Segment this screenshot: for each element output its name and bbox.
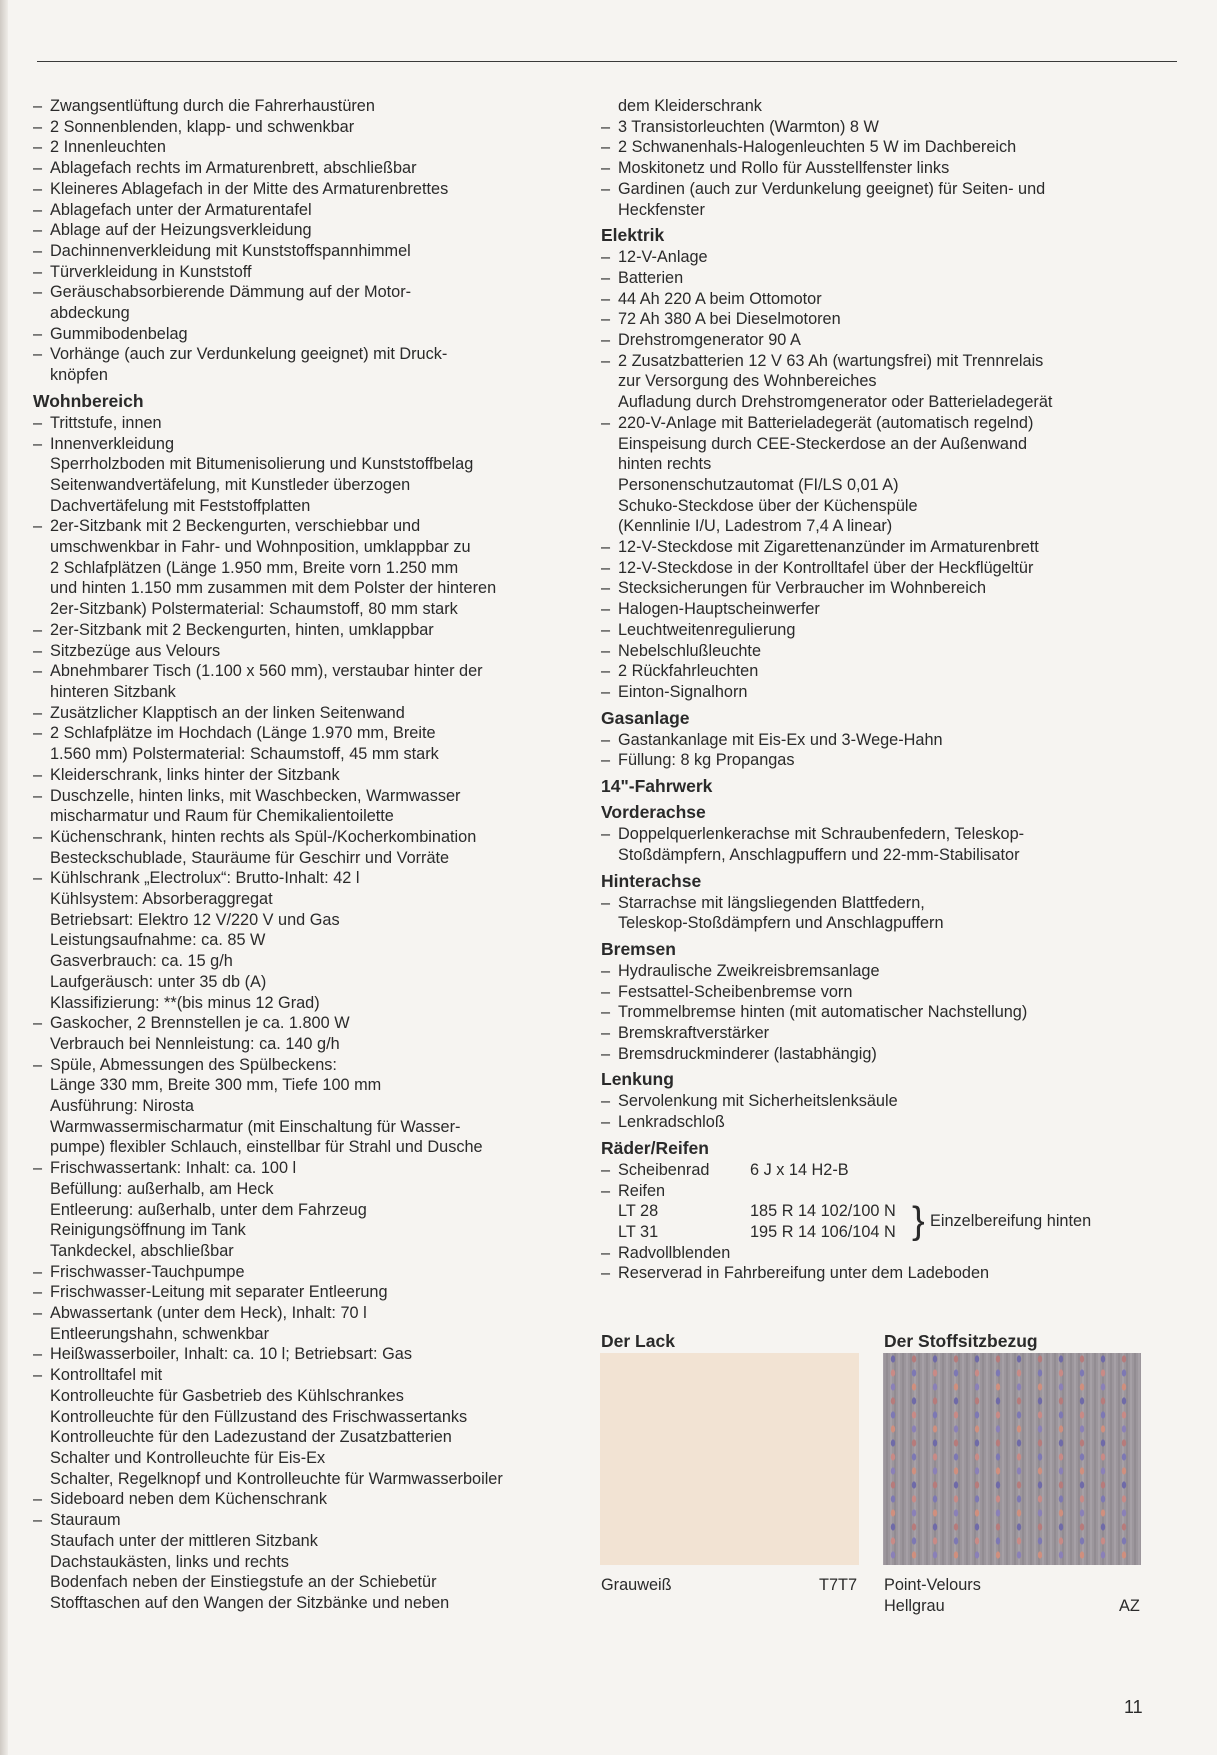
list-item: – Doppelquerlenkerachse mit Schraubenfedern, Teleskop-: [601, 824, 1161, 845]
right-column: [601, 96, 1161, 1160]
list-item-detail: Schalter, Regelknopf und Kontrolleuchte für Warmwasserboiler: [50, 1469, 503, 1488]
list-item: – 2 Schwanenhals-Halogenleuchten 5 W im Dachbereich: [601, 137, 1161, 158]
list-item-detail: Klassifizierung: **(bis minus 12 Grad): [50, 993, 320, 1012]
list-item-detail: Stofftaschen auf den Wangen der Sitzbänke und neben: [50, 1593, 450, 1612]
list-item: – Ablagefach unter der Armaturentafel: [33, 200, 583, 221]
rim-value: 6 J x 14 H2-B: [750, 1161, 849, 1179]
list-item: – Einton-Signalhorn: [601, 682, 1161, 703]
list-item-detail: Sperrholzboden mit Bitumenisolierung und Kunststoffbelag: [50, 455, 474, 474]
section-heading: 14"-Fahrwerk: [601, 776, 713, 797]
rim-row: – Scheibenrad 6 J x 14 H2-B: [601, 1161, 849, 1179]
list-item: – Spüle, Abmessungen des Spülbeckens:: [33, 1055, 583, 1076]
list-item-detail: Besteckschublade, Stauräume für Geschirr und Vorräte: [50, 848, 450, 867]
list-item: – Sitzbezüge aus Velours: [33, 641, 583, 662]
top-rule: [37, 61, 1177, 62]
list-item: – 2 Innenleuchten: [33, 137, 583, 158]
list-item-detail: Aufladung durch Drehstromgenerator oder Batterieladegerät: [618, 393, 1053, 412]
list-item-detail: Seitenwandvertäfelung, mit Kunstleder überzogen: [50, 475, 411, 494]
list-item: – Starrachse mit längsliegenden Blattfedern,: [601, 893, 1161, 914]
tire-sizes: [601, 1201, 1161, 1242]
list-item: – Kühlschrank „Electrolux“: Brutto-Inhalt: 42 l: [33, 868, 583, 889]
list-item: – Gummibodenbelag: [33, 324, 583, 345]
list-item: – Hydraulische Zweikreisbremsanlage: [601, 961, 1161, 982]
list-item: – Abnehmbarer Tisch (1.100 x 560 mm), verstaubar hinter der: [33, 661, 583, 682]
list-item-detail: Reinigungsöffnung im Tank: [50, 1221, 246, 1240]
list-item-detail: Schuko-Steckdose über der Küchenspüle: [618, 496, 918, 515]
section-heading: Räder/Reifen: [601, 1137, 709, 1158]
list-item-detail: umschwenkbar in Fahr- und Wohnposition, umklappbar zu: [50, 538, 471, 557]
section-heading: Lenkung: [601, 1069, 674, 1090]
list-item-detail: hinten rechts: [618, 455, 712, 474]
fabric-code: AZ: [1119, 1596, 1140, 1615]
list-item-detail: dem Kleiderschrank: [618, 97, 762, 115]
list-item-detail: Befüllung: außerhalb, am Heck: [50, 1179, 274, 1198]
list-item-detail: und hinten 1.150 mm zusammen mit dem Polster der hinteren: [50, 579, 497, 598]
section-heading: Elektrik: [601, 225, 665, 246]
list-item: – Batterien: [601, 268, 1161, 289]
list-item-detail: Entleerung: außerhalb, unter dem Fahrzeug: [50, 1200, 367, 1219]
list-item: – Drehstromgenerator 90 A: [601, 330, 1161, 351]
rim-label: Scheibenrad: [618, 1161, 710, 1179]
paint-swatch: [600, 1353, 859, 1565]
fabric-color: Hellgrau: [884, 1596, 945, 1615]
fabric-swatch: [883, 1353, 1141, 1565]
list-item: – Zusätzlicher Klapptisch an der linken Seitenwand: [33, 703, 583, 724]
list-item: – Gastankanlage mit Eis-Ex und 3-Wege-Hahn: [601, 730, 1161, 751]
wheels-block: [601, 1160, 1161, 1284]
page-edge: [0, 0, 8, 1755]
list-item-detail: Länge 330 mm, Breite 300 mm, Tiefe 100 mm: [50, 1076, 382, 1095]
list-item-detail: Kontrolleuchte für Gasbetrieb des Kühlschrankes: [50, 1386, 404, 1405]
list-item: – Leuchtweitenregulierung: [601, 620, 1161, 641]
section-heading: Vorderachse: [601, 802, 706, 823]
list-item-detail: Dachvertäfelung mit Feststoffplatten: [50, 496, 311, 515]
tires-label: Reifen: [618, 1181, 666, 1200]
list-item: – 2 Sonnenblenden, klapp- und schwenkbar: [33, 117, 583, 138]
list-item: – Bremskraftverstärker: [601, 1023, 1161, 1044]
list-item: – Stauraum: [33, 1510, 583, 1531]
list-item-detail: Dachstaukästen, links und rechts: [50, 1552, 289, 1571]
list-item-detail: 1.560 mm) Polstermaterial: Schaumstoff, 45 mm stark: [50, 745, 439, 764]
list-item-detail: Laufgeräusch: unter 35 db (A): [50, 972, 267, 991]
wheel-caps: – Radvollblenden: [601, 1243, 1161, 1264]
list-item-detail: Kühlsystem: Absorberaggregat: [50, 890, 273, 909]
list-item: – 12-V-Anlage: [601, 247, 1161, 268]
list-item: – Gaskocher, 2 Brennstellen je ca. 1.800 W: [33, 1013, 583, 1034]
list-item-detail: Heckfenster: [618, 200, 705, 219]
list-item: – Innenverkleidung: [33, 434, 583, 455]
list-item: – Trittstufe, innen: [33, 413, 583, 434]
list-item-detail: Warmwassermischarmatur (mit Einschaltung für Wasser-: [50, 1117, 461, 1136]
paint-code: T7T7: [819, 1576, 858, 1594]
list-item: – Türverkleidung in Kunststoff: [33, 262, 583, 283]
list-item: – Frischwassertank: Inhalt: ca. 100 l: [33, 1158, 583, 1179]
list-item-detail: Stoßdämpfern, Anschlagpuffern und 22-mm-Stabilisator: [618, 845, 1020, 864]
list-item: – Kleiderschrank, links hinter der Sitzbank: [33, 765, 583, 786]
list-item: – Geräuschabsorbierende Dämmung auf der Motor-: [33, 282, 583, 303]
list-item: – 220-V-Anlage mit Batterieladegerät (automatisch regelnd): [601, 413, 1161, 434]
list-item-detail: 2 Schlafplätzen (Länge 1.950 mm, Breite vorn 1.250 mm: [50, 558, 459, 577]
section-heading: Hinterachse: [601, 870, 702, 891]
list-item-detail: Schalter und Kontrolleuchte für Eis-Ex: [50, 1449, 326, 1467]
list-item: – Kleineres Ablagefach in der Mitte des Armaturenbrettes: [33, 179, 583, 200]
paint-title: Der Lack: [601, 1331, 675, 1351]
list-item: – 3 Transistorleuchten (Warmton) 8 W: [601, 117, 1161, 138]
list-item: – Abwassertank (unter dem Heck), Inhalt: 70 l: [33, 1303, 583, 1324]
section-heading: Wohnbereich: [33, 390, 144, 411]
brace-glyph: }: [912, 1200, 925, 1243]
list-item: – 2 Zusatzbatterien 12 V 63 Ah (wartungsfrei) mit Trennrelais: [601, 351, 1161, 372]
fabric-name: Point-Velours: [884, 1576, 981, 1594]
list-item-detail: Teleskop-Stoßdämpfern und Anschlagpuffern: [618, 914, 944, 933]
list-item: – Bremsdruckminderer (lastabhängig): [601, 1044, 1161, 1065]
list-item: – 72 Ah 380 A bei Dieselmotoren: [601, 309, 1161, 330]
page-number: 11: [1124, 1697, 1143, 1717]
list-item: – Lenkradschloß: [601, 1112, 1161, 1133]
list-item: – 2er-Sitzbank mit 2 Beckengurten, hinten, umklappbar: [33, 620, 583, 641]
list-item-detail: pumpe) flexibler Schlauch, einstellbar für Strahl und Dusche: [50, 1138, 483, 1157]
list-item-detail: mischarmatur und Raum für Chemikalientoilette: [50, 807, 394, 826]
list-item: – Heißwasserboiler, Inhalt: ca. 10 l; Betriebsart: Gas: [33, 1344, 583, 1365]
list-item-detail: Betriebsart: Elektro 12 V/220 V und Gas: [50, 910, 340, 929]
list-item-detail: Personenschutzautomat (FI/LS 0,01 A): [618, 475, 899, 494]
section-heading: Gasanlage: [601, 707, 690, 728]
list-item-detail: Ausführung: Nirosta: [50, 1097, 194, 1116]
list-item: – Duschzelle, hinten links, mit Waschbecken, Warmwasser: [33, 786, 583, 807]
list-item: – Zwangsentlüftung durch die Fahrerhaustüren: [33, 96, 583, 117]
section-heading: Bremsen: [601, 938, 676, 959]
list-item-detail: Leistungsaufnahme: ca. 85 W: [50, 931, 266, 950]
fabric-title: Der Stoffsitzbezug: [884, 1331, 1038, 1351]
list-item-detail: Staufach unter der mittleren Sitzbank: [50, 1531, 318, 1550]
list-item-detail: Einspeisung durch CEE-Steckerdose an der Außenwand: [618, 434, 1028, 453]
list-item: – Ablage auf der Heizungsverkleidung: [33, 220, 583, 241]
list-item-detail: knöpfen: [50, 366, 108, 385]
tires-row: – Reifen: [601, 1181, 666, 1200]
list-item: – Dachinnenverkleidung mit Kunststoffspannhimmel: [33, 241, 583, 262]
brace-note: Einzelbereifung hinten: [930, 1212, 1092, 1231]
list-item: – Ablagefach rechts im Armaturenbrett, abschließbar: [33, 158, 583, 179]
left-column: [33, 96, 583, 1614]
list-item: – Küchenschrank, hinten rechts als Spül-/Kocherkombination: [33, 827, 583, 848]
list-item: – 12-V-Steckdose in der Kontrolltafel über der Heckflügeltür: [601, 558, 1161, 579]
list-item: – Festsattel-Scheibenbremse vorn: [601, 982, 1161, 1003]
list-item: – Kontrolltafel mit: [33, 1365, 583, 1386]
list-item: – Sideboard neben dem Küchenschrank: [33, 1489, 583, 1510]
list-item: – Trommelbremse hinten (mit automatischer Nachstellung): [601, 1002, 1161, 1023]
list-item-detail: Tankdeckel, abschließbar: [50, 1241, 234, 1260]
list-item: – Füllung: 8 kg Propangas: [601, 750, 1161, 771]
list-item-detail: zur Versorgung des Wohnbereiches: [618, 372, 877, 391]
lt31-label: LT 31: [618, 1223, 659, 1242]
list-item: – Halogen-Hauptscheinwerfer: [601, 599, 1161, 620]
lt28-label: LT 28: [618, 1202, 659, 1221]
spare-wheel: – Reserverad in Fahrbereifung unter dem Ladeboden: [601, 1263, 1161, 1284]
list-item: – 2 Schlafplätze im Hochdach (Länge 1.970 mm, Breite: [33, 723, 583, 744]
list-item-detail: Verbrauch bei Nennleistung: ca. 140 g/h: [50, 1034, 340, 1053]
list-item-detail: Kontrolleuchte für den Ladezustand der Zusatzbatterien: [50, 1428, 452, 1447]
list-item: – 44 Ah 220 A beim Ottomotor: [601, 289, 1161, 310]
list-item: – 2 Rückfahrleuchten: [601, 661, 1161, 682]
list-item-detail: Entleerungshahn, schwenkbar: [50, 1324, 270, 1343]
list-item-detail: 2er-Sitzbank) Polstermaterial: Schaumstoff, 80 mm stark: [50, 600, 458, 619]
list-item: – Vorhänge (auch zur Verdunkelung geeignet) mit Druck-: [33, 344, 583, 365]
list-item: – Frischwasser-Tauchpumpe: [33, 1262, 583, 1283]
list-item: – 12-V-Steckdose mit Zigarettenanzünder im Armaturenbrett: [601, 537, 1161, 558]
list-item-detail: Bodenfach neben der Einstiegstufe an der Schiebetür: [50, 1573, 437, 1592]
list-item-detail: hinteren Sitzbank: [50, 682, 176, 701]
lt28-value: 185 R 14 102/100 N: [750, 1202, 896, 1221]
list-item-detail: (Kennlinie I/U, Ladestrom 7,4 A linear): [618, 517, 893, 536]
list-item: – Frischwasser-Leitung mit separater Entleerung: [33, 1282, 583, 1303]
list-item: – Stecksicherungen für Verbraucher im Wohnbereich: [601, 578, 1161, 599]
list-item: – Nebelschlußleuchte: [601, 641, 1161, 662]
paint-name: Grauweiß: [601, 1576, 672, 1594]
list-item-detail: Kontrolleuchte für den Füllzustand des Frischwassertanks: [50, 1407, 468, 1426]
list-item: – Servolenkung mit Sicherheitslenksäule: [601, 1091, 1161, 1112]
list-item-detail: Gasverbrauch: ca. 15 g/h: [50, 952, 233, 971]
list-item: – 2er-Sitzbank mit 2 Beckengurten, verschiebbar und: [33, 516, 583, 537]
lt31-value: 195 R 14 106/104 N: [750, 1223, 896, 1242]
list-item-detail: abdeckung: [50, 304, 130, 323]
list-item: – Gardinen (auch zur Verdunkelung geeignet) für Seiten- und: [601, 179, 1161, 200]
list-item: – Moskitonetz und Rollo für Ausstellfenster links: [601, 158, 1161, 179]
